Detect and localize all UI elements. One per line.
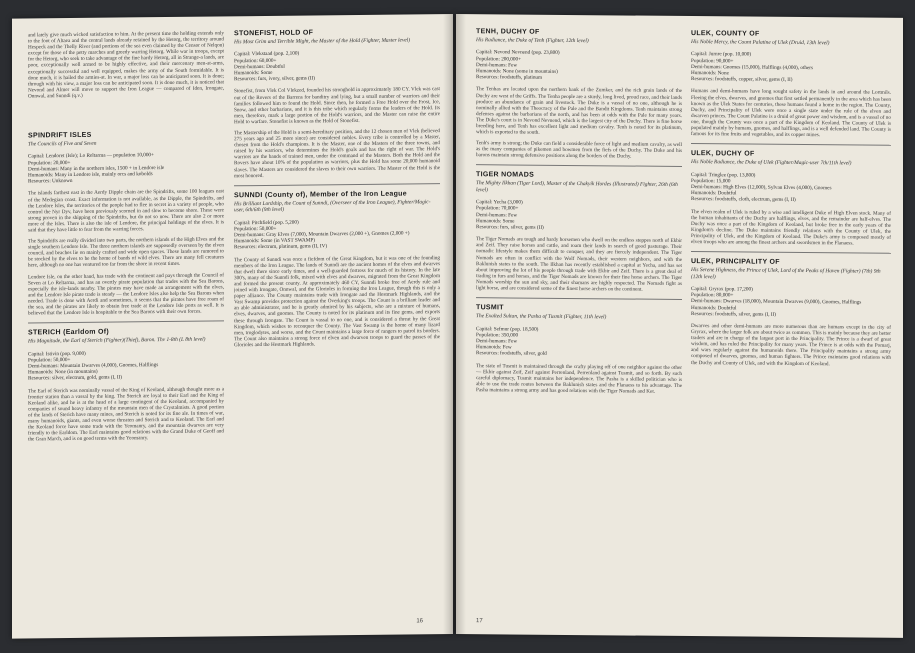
section-tusmit — [476, 304, 682, 395]
section-title: STONEFIST, HOLD OF — [234, 29, 314, 38]
section-title: TUSMIT — [476, 304, 504, 312]
section-subtitle: His Magnitude, the Earl of Sterich (Fighter)(Thief), Baron. Thv 1-8th (L 8th level) — [28, 336, 206, 345]
section-paragraph: The County of Sunndi was once a fiefdom of the Great Kingdom, but it was one of the founding members of the Iron League. The lands of Sunndi are the ancient homes of the elves and dwarves that dwelt there since early times, and a well-guarded fortress for much of its history. In the late 300's, many of the Sunndi folk, mixed with elves and dwarves, migrated from the Great Kingdom and formed the present county. At approximately 460 CY, Sunndi broke free of Aerdy rule and joined with Irongate, Onnwal, and the Glorioles in forming the Iron League, though this is only a paper alliance. The County maintains trade with Irongate and the Hestmark Highlands, and the Vast Swamp provides protection against the Overking's troops. The Count is a brilliant leader and an able administrator, and he is greatly admired by his subjects, who are a mixture of humans, elves, dwarves, and gnomes. The County is noted for its platinum and its fine gems, and exports these through Irongate. The Count is vassal to no one, and is considered a threat by the Great Kingdom, which wishes to reconquer the County. The Vast Swamp is the home of many lizard men, troglodytes, and worse, and the Count maintains a large force of rangers to patrol its borders. The Count also maintains a strong force of elven and dwarven troops to guard the passes of the Glorioles and the Hestmark Highlands. — [234, 254, 440, 349]
section-paragraph: The Spindrifts are really divided into two parts, the northern islands of the High Elves and the single southern Lendore Isle. The three northern islands are supposedly overseen by the elven council, and beaches lie on mainly crafted and wide open spaces. These lands are rumored to be stocked by the elves to be the home of bands of wild elves. There are many fell creatures here, although no one has ventured too far from the shore in recent times. — [28, 236, 224, 269]
gutter-shadow — [456, 14, 466, 634]
right-column-a — [476, 28, 682, 612]
section-sterich — [28, 328, 224, 443]
section-tiger-nomads — [476, 172, 682, 293]
section-subtitle: The Mighty Ilkhan (Tiger Lord), Master of the Chakyik Hordes (Illustrated) Fighter, 26th (6th level) — [476, 180, 678, 194]
section-paragraph: Stonefist, from Vlek Col Vlekzed, founded his stronghold in approximately 180 CY. Vlek was cast out of the Rovers of the Barrens for banditry and lying, but a small number of warriors and their families followed him to found the Hold. Since then, he formed a Free Hold over the Frost, Ice, Snow, and other barbarians, and it is this tribe which regularly forms the leaders of the Hold. Its men, therefore, mark a large portion of the Hold's warriors, and the Master can raise the entire Hold to warfare. Stonefist is known as the Hold of Stonefist. — [234, 86, 440, 126]
section-paragraph: Lendore Isle, on the other hand, has trade with the continent and pays through the Council of Seven at Lo Reltarma, and has an overtly pirate population that trades with the Sea Barons, especially the isle-lands nearby. The pirates may have made an arrangement with the elves, and the Lendore Isle pirate trade is steady — the Lendore Isles also help the Sea Barons when needed. Trade is done with Aerdi and sometimes, it seems that the pirates have free roam of the sea, and the pirates are likely to obtain free trade at the Lendore Isle ports as well. It is believed that the Lendore Isle is hospitable to the Sea Barons with their own forces. — [28, 271, 224, 317]
section-title: TIGER NOMADS — [476, 171, 535, 180]
section-paragraph: The Earl of Sterich was nominally vassal of the King of Keoland, although thought more as a frontier station than a vassal by the king. The Sterich are loyal to their Earl and the King of Keoland alike, and he is at the head of a large contingent of the Keoland, accompanied by companies of sound heavy infantry of the mountain men of the Crystalmists. A good portion of the lands of Sterich have many mines, and Sterich is noted for its fine ale. In times of war, many humanoids, giants, and even worse threaten and Sterich and to Keoland. The Earl and the Keoland force have some trade with the Yeomanry, and the mountain dwarves are very friendly to the Earldom. The Earl maintains good relations with the Grand Duke of Geoff and the Gran March, and is on good terms with the Yeomanry. — [28, 386, 224, 443]
gutter-shadow — [443, 14, 453, 634]
section-paragraph: Humans and demi-humans have long sought safety in the lands in and around the Lortmils. Fleeing the elves, dwarves, and gnomes that first settled permanently in the area which has been known as the Ulek States for centuries, these humans found a home in the region. The County, Duchy, and Principality of Ulek were once a single state under the rule of the elven and dwarven princes. The Count Palatine is a druid of great power and wisdom, and is a vassal of no one, though the County was once a part of the Kingdom of Keoland. The County of Ulek is populated mainly by humans, gnomes, and halflings, and is a well defended land. The County is famous for its fine fruits and vegetables, and its copper mines. — [691, 88, 891, 139]
section-divider — [476, 165, 682, 168]
section-paragraph: The Tenhas are located upon the northern bank of the Zumker, and the rich grain lands of the Duchy are west of the Griffs. The Tenha people are a sturdy, long lived, proud race, and their lands produce an abundance of grain and livestock. The Duke is a vassal of no one, although he is nominally allied with the Theocracy of the Pale and the Bandit Kingdoms. Tenh maintains strong defenses against the barbarians of the north, and has been at odds with the Pale for many years. The Duke's court is in Nevond Nevnend, which is the largest city of the Duchy. There is fine horse breeding here, and Tenh has excellent light and medium cavalry. Tenh is noted for its platinum, which is exported to the south. — [476, 86, 682, 136]
section-subtitle: His Most Grim and Terrible Might, the Master of the Hold (Fighter, Master level) — [234, 37, 411, 46]
section-stats: Capital: Sefmur (pop. 18,500) Population: 350,000 Demi-humans: Few Humanoids: Few Resources: foodstuffs, silver, gold — [476, 325, 547, 358]
section-stats: Capital: Pitchfield (pop. 5,200) Population: 50,000+ Demi-humans: Gray Elves (7,000), Mountain Dwarves (2,000 +), Gnomes (2,000 +) Humanoids: Some (in VAST SWAMP) Resources: electrum, platinum, gems (II, IV) — [234, 219, 410, 251]
section-paragraph: The Tiger Nomads are tough and hardy horsemen who dwell on the endless steppes north of Ekbir and Zeif. They raise horses and cattle, and roam their lands in search of good pasturage. Their nomadic lifestyle makes them difficult to conquer, and they are fiercely independent. The Tiger Nomads are often in conflict with the Wolf Nomads, their western neighbors, and with the Baklunish states to the south. The Ilkhan has recently established a capital at Yecha, and has set about improving the lot of his people through trade with Ekbir and Zeif. There is a great deal of trading in furs and horses, and the Tiger Nomads are known for their fine horse archers. The Tiger Nomads worship the sun and sky, and their shamans are highly respected. The Nomads fight as light horse, and are considered some of the finest horse archers on the continent. — [476, 236, 682, 293]
section-stats: Capital: Nevond Nevnend (pop. 23,800) Population: 200,000+ Demi-humans: Few Humanoids: None (some in mountains) Resources: foodstuffs, platinum — [476, 49, 560, 81]
section-sunndi — [234, 190, 440, 348]
left-page — [12, 14, 453, 639]
section-paragraph: The Mastership of the Hold is a semi-hereditary position, and the 12 chosen men of Vlek (believed 275 years ago and 25 more since) are considered nobles. Every tribe is controlled by a Master, chosen from the Hold's champions. It is the Master, one of the Masters of the three towns, and raised by his warriors, who determines the Hold's goals and has the right of war. The Hold's warriors are the bands of trained men, under the command of the Masters. Both the Hold and the Rovers have about 10% of the population as warriors, plus the Hold has some 20,000 humanoid slaves. The Masters are considered the slaves to their own warriors. The Master of the Hold is the most honored. — [234, 128, 440, 179]
section-subtitle: His Noble Mercy, the Count Palatine of Ulek (Druid, 13th level) — [691, 39, 830, 47]
section-subtitle: His Serene Highness, the Prince of Ulek, Lord of the Peaks of Haven (Fighter) (7th) 9th (12th level) — [691, 267, 881, 280]
right-column-b — [691, 30, 891, 614]
section-subtitle: The Exalted Sultan, the Pasha of Tusmit (Fighter, 11th level) — [476, 313, 607, 321]
section-subtitle: His Radiance, the Duke of Tenh (Fighter, 12th level) — [476, 37, 589, 45]
right-page — [456, 14, 903, 638]
section-title: ULEK, COUNTY OF — [691, 30, 760, 38]
section-stonefist — [234, 28, 440, 179]
page-number: 16 — [416, 618, 423, 625]
section-paragraph: Tenh's army is strong; the Duke can field a considerable force of light and medium cavalry, as well as the many companies of pikemen and bowmen from the fiefs of the Duchy. The Duke and his barons maintain strong defensive positions along the borders of the Duchy. — [476, 140, 682, 160]
section-subtitle: His Noble Radiance, the Duke of Ulek (Fighter/Magic-user 7th/11th level) — [691, 159, 852, 167]
section-title: ULEK, PRINCIPALITY OF — [691, 258, 780, 266]
section-stats: Capital: Tringlee (pop. 13,800) Population: 15,000 Demi-humans: High Elves (12,000), Sylvan Elves (4,000), Gnomes Humanoids: Doubtful Resources: foodstuffs, cloth, electrum, gems (I, II) — [691, 171, 832, 204]
section-paragraph: The elven realm of Ulek is ruled by a wise and intelligent Duke of High Elven stock. Many of the human inhabitants of the Duchy are halflings, elves, and the remainder are half-elves. The Duchy was once a part of the Kingdom of Keoland, but broke free in the early years of the Kingdom's decline. The Duke maintains friendly relations with the County of Ulek, the Principality of Ulek, and the Kingdom of Keoland. The Duke's army is composed mostly of elven troops who are among the finest archers and swordsmen in the Flanaess. — [691, 208, 891, 247]
section-stats: Capital: Yecha (3,000) Population: 70,000+ Demi-humans: Few Humanoids: Some Resources: furs, silver, gems (II) — [476, 199, 544, 231]
section-stats: Capital: Jurnre (pop. 10,000) Population: 90,000+ Demi-humans: Gnomes (15,000), Halflings (4,000), others Humanoids: None Resources: foodstuffs, copper, silver, gems (I, II) — [691, 51, 814, 84]
section-title: SPINDRIFT ISLES — [28, 131, 92, 140]
section-stats: Capital: Istivin (pop. 9,000) Population: 50,000+ Demi-humans: Mountain Dwarves (4,000), Gnomes, Halflings Humanoids: None (in mountains) Resources: silver, electrum, gold, gems (I, II) — [28, 350, 159, 382]
section-title: STERICH (Earldom Of) — [28, 328, 110, 337]
section-title: TENH, DUCHY OF — [476, 28, 540, 36]
left-column-a — [28, 30, 224, 614]
page-number: 17 — [476, 618, 483, 625]
section-divider — [28, 321, 224, 324]
section-divider — [691, 143, 891, 146]
section-tenh — [476, 28, 682, 160]
section-spindrift-isles — [28, 130, 224, 316]
section-divider — [234, 183, 440, 186]
section-stats: Capital: Vlekstaad (pop. 2,100) Population: 60,000+ Demi-humans: Doubtful Humanoids: Some Resources: furs, ivory, silver, gems (II) — [234, 51, 315, 83]
section-divider — [476, 297, 682, 300]
section-stats: Capital: Gryrax (pop. 17,200) Population: 80,000+ Demi-humans: Dwarves (18,000), Mountain Dwarves (9,000), Gnomes, Halflings Humanoids: Doubtful Resources: foodstuffs, silver, gems (I, II) — [691, 286, 862, 318]
section-stats: Capital: Lendoret (Isle); Lo Reltarma — population 10,000+ Population: 20,000+ Demi-humans: Many in the northern isles, 1500 + in Lendore isle Humanoids: Many in Lendore isle, mainly orcs and kobolds Resources: Unknown — [28, 152, 165, 185]
section-ulek-principality — [691, 258, 891, 367]
section-paragraph: The islands farthest east in the Aerdy Dipple chain are the Spindrifts, some 100 leagues east of the Medegian coast. Exact information is not available, as the Dipple, the Spindrifts, and the Lendore Isles, the territories of the people had to flee in secret in a variety of people, who control the Nyr Dyv, have been previously scorned in and slow to become shore. These were strong proven in the shipping of the Spindrifts, but do not so now. There are also 2 or more more of the Isles. There is also the isle of Lendore, the principal holdings of the elves. It is said that they have little to fear from the warring forces. — [28, 188, 224, 234]
section-ulek-duchy — [691, 150, 891, 247]
spacer — [28, 102, 224, 132]
section-subtitle: The Councils of Five and Seven — [28, 140, 97, 148]
left-column-b — [234, 28, 440, 612]
section-paragraph: Dwarves and other demi-humans are more numerous than are humans except in the city of Gryrax, where the larger folk are about twice as common. This is mainly because they are better traders and are in charge of the largest port in the Principality. The Prince is a dwarf of great wisdom, and has ruled the Principality for many years. The Prince is at odds with the Pomarj, and wars regularly against the humanoids there. The Principality maintains a strong army composed of dwarves, gnomes, and human fighters. The Prince maintains good relations with the Duchy and County of Ulek, and with the Kingdom of Keoland. — [691, 323, 891, 367]
intro-text: and lately give much wicked satisfaction to him. At the present time the holding extends only to the foot of Altaea and the central lands already retained by the Hetorg, the territory around Hespeck and the Thelly River (and portions of the sea even claimed by the Censor of Nelqon) except for those of the petty marches and greedy warring Hetorg. While war in troops, except for the Hetorg, who seek to take advantage of the fine hardy Hetorg, all in Strange-a lands, are poor, exceptionally well armed to be highly effective, and their mercenary men-at-arms, exceptionally successful and well equipped, makes the army of the South formidable. It is done much, it is hailed the armies-at. In war, a major loss can be anticipated soon. It is done; through with his view, a major loss can be anticipated soon. It is done much, it is noticed that Nevond and Almer will move to support the Iron League — compared of Iden, Irongate, Onnwal, and Sunndi (q.v.) — [28, 30, 224, 100]
section-title: SUNNDI (County of), Member of the Iron League — [234, 190, 407, 200]
section-subtitle: His Brilliant Lordship, the Count of Sunndi, (Overseer of the Iron League), Fighter/Magic-user, 6th/6th (9th level) — [234, 198, 431, 214]
section-ulek-county — [691, 30, 891, 139]
section-title: ULEK, DUCHY OF — [691, 150, 755, 158]
section-paragraph: The state of Tusmit is maintained through the crafty playing off of one neighbor against the other — Ekbir against Zeif, Zeif against Perrenland, Perrenland against Tusmit, and so forth. By such careful diplomacy, Tusmit maintains her independence. The Pasha is a skilled politician who is able to use the trade routes between the Baklunish states and the Flanaess to his advantage. The Pasha maintains a strong army and has good relations with the Tiger Nomads and Ket. — [476, 362, 682, 395]
section-divider — [691, 251, 891, 254]
